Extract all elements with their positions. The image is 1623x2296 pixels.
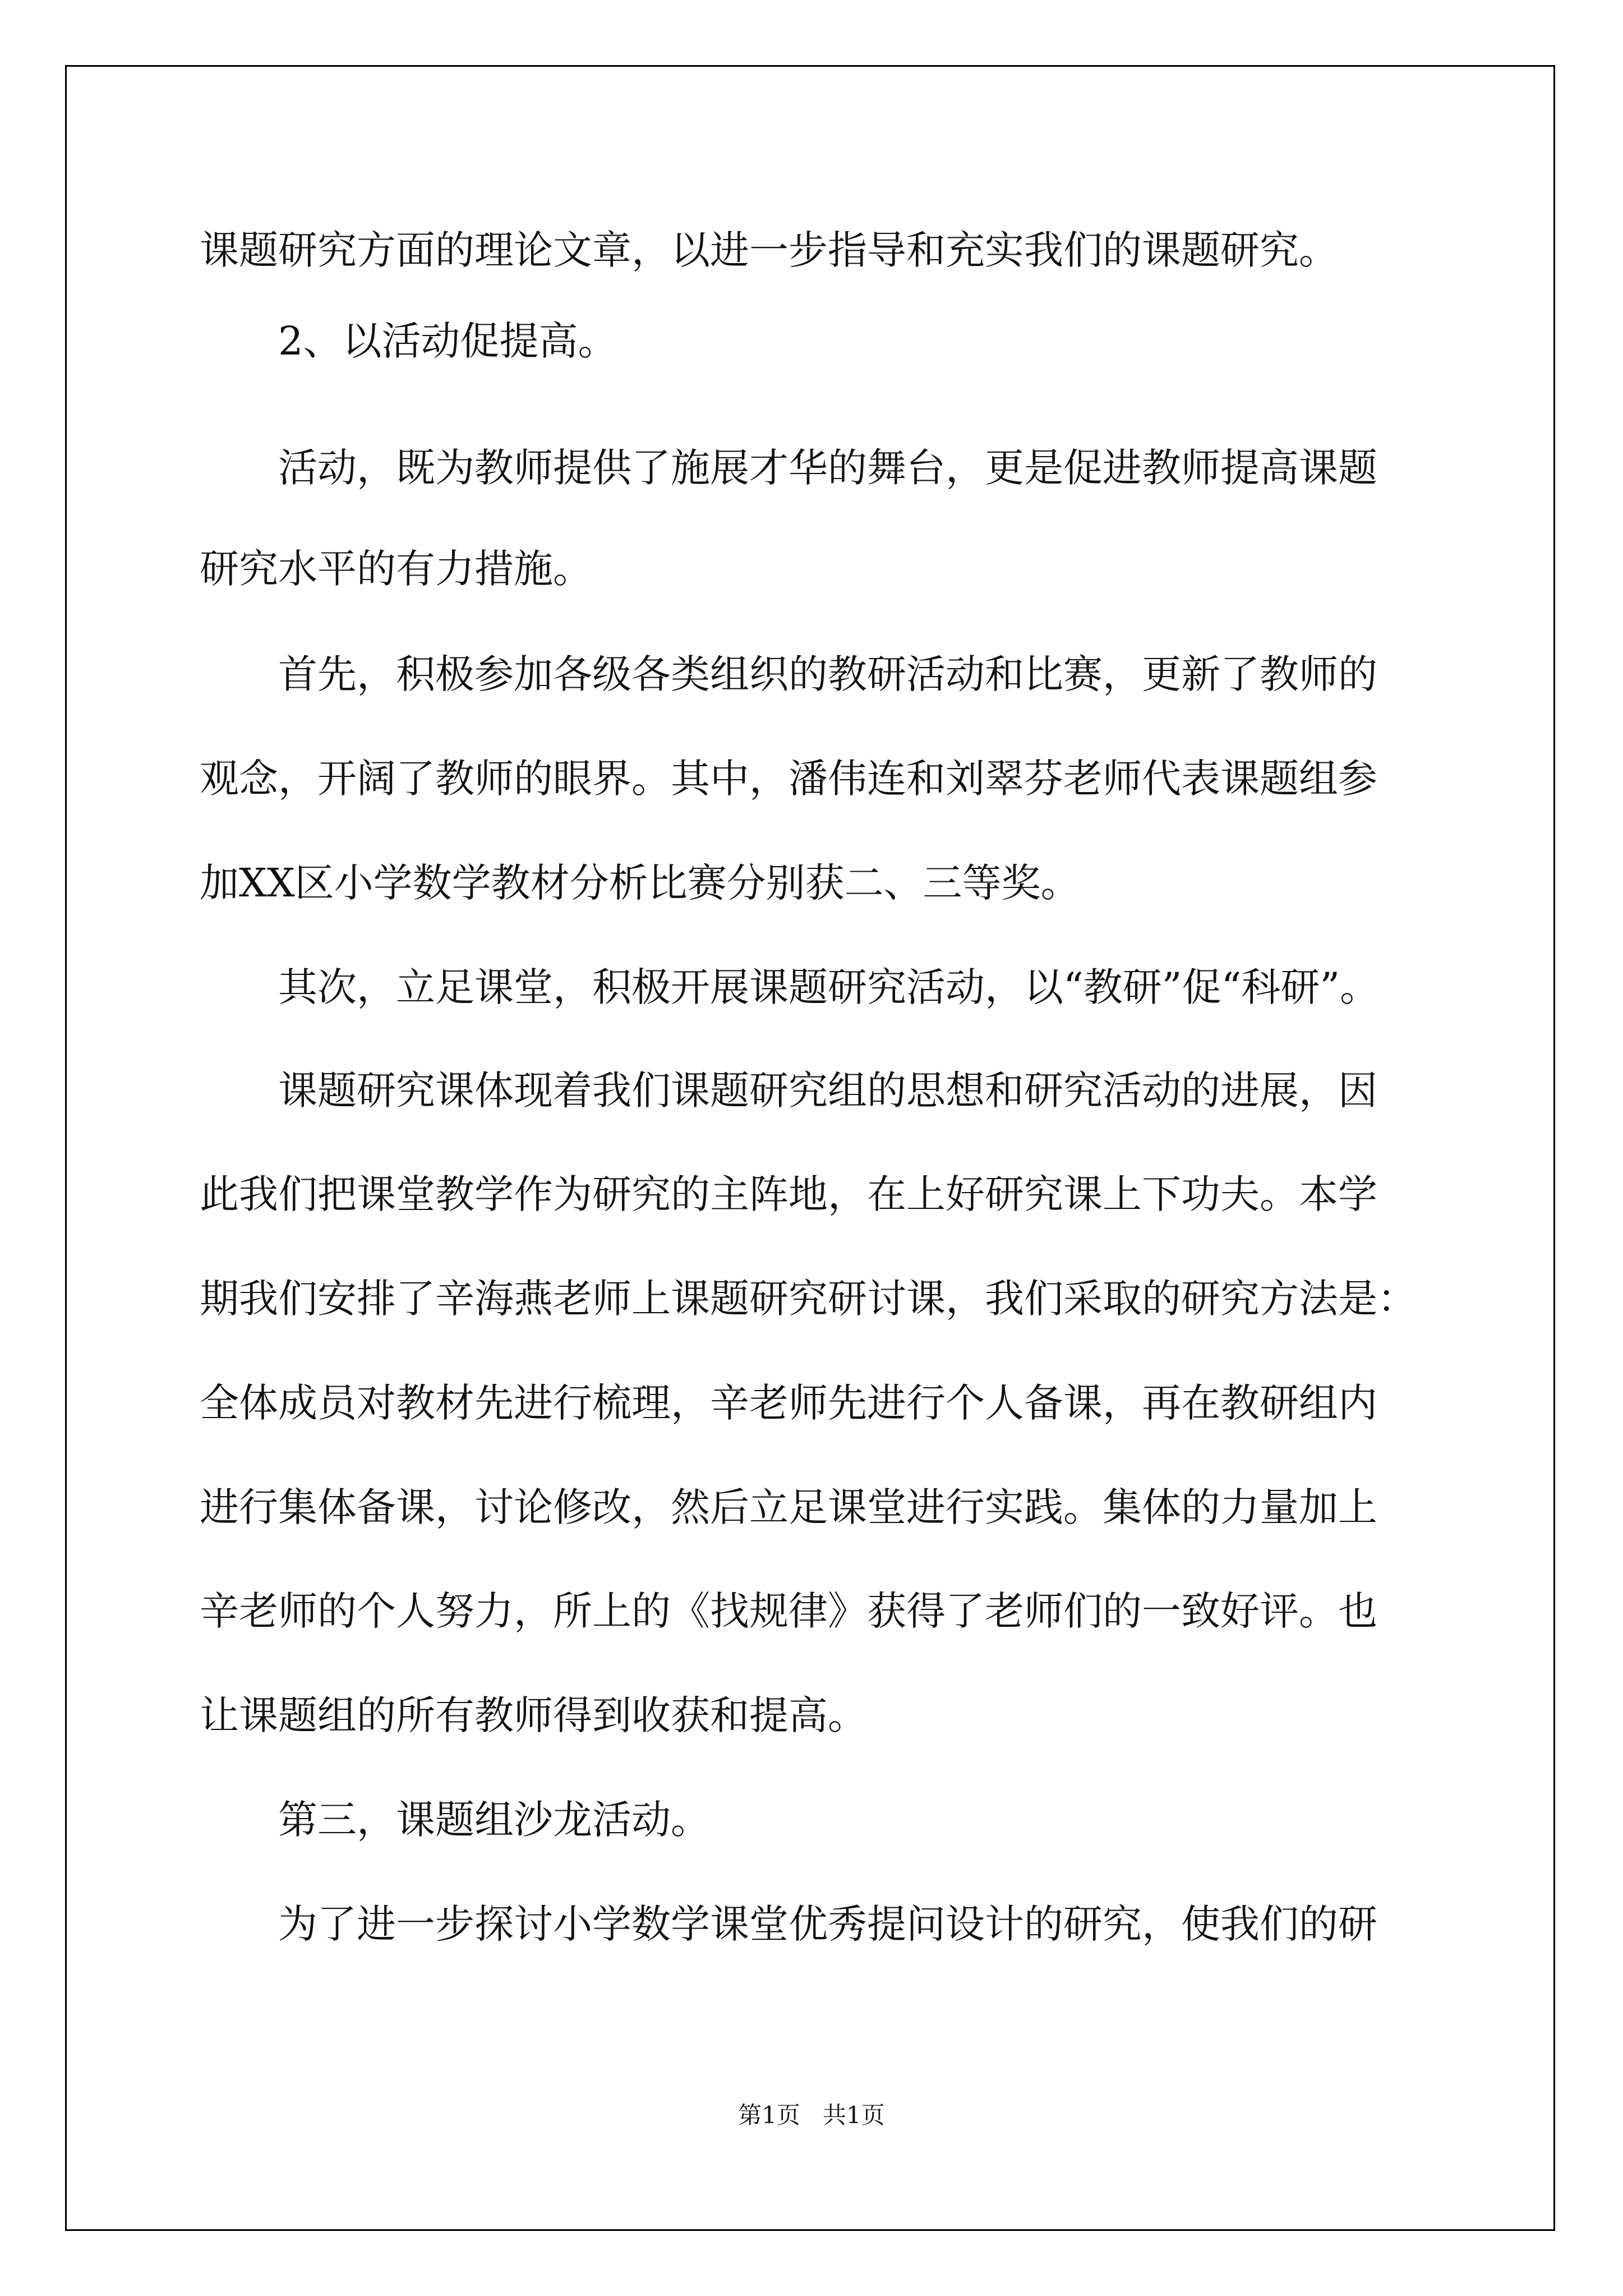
paragraph-line: 其次，立足课堂，积极开展课题研究活动，以“教研”促“科研”。 <box>278 964 1380 1010</box>
paragraph-line: 期我们安排了辛海燕老师上课题研究研讨课，我们采取的研究方法是： <box>200 1276 1417 1322</box>
section-heading: 2、以活动促提高。 <box>278 318 617 364</box>
paragraph-line: 课题研究课体现着我们课题研究组的思想和研究活动的进展，因 <box>278 1068 1377 1114</box>
paragraph-line: 研究水平的有力措施。 <box>200 546 592 592</box>
page-footer: 第1页 共1页 <box>738 2101 885 2129</box>
paragraph-line: 加XX区小学数学教材分析比赛分别获二、三等奖。 <box>200 860 1080 906</box>
paragraph-line: 为了进一步探讨小学数学课堂优秀提问设计的研究，使我们的研 <box>278 1901 1377 1947</box>
paragraph-line: 第三，课题组沙龙活动。 <box>278 1797 710 1843</box>
paragraph-line: 让课题组的所有教师得到收获和提高。 <box>200 1692 867 1738</box>
paragraph-line: 进行集体备课，讨论修改，然后立足课堂进行实践。集体的力量加上 <box>200 1484 1377 1530</box>
paragraph-line: 全体成员对教材先进行梳理，辛老师先进行个人备课，再在教研组内 <box>200 1380 1377 1426</box>
paragraph-line: 课题研究方面的理论文章，以进一步指导和充实我们的课题研究。 <box>200 227 1338 273</box>
paragraph-line: 首先，积极参加各级各类组织的教研活动和比赛，更新了教师的 <box>278 651 1377 697</box>
paragraph-line: 辛老师的个人努力，所上的《找规律》获得了老师们的一致好评。也 <box>200 1588 1377 1634</box>
paragraph-line: 活动，既为教师提供了施展才华的舞台，更是促进教师提高课题 <box>278 445 1377 491</box>
paragraph-line: 观念，开阔了教师的眼界。其中，潘伟连和刘翠芬老师代表课题组参 <box>200 756 1377 802</box>
paragraph-line: 此我们把课堂教学作为研究的主阵地，在上好研究课上下功夫。本学 <box>200 1171 1377 1217</box>
